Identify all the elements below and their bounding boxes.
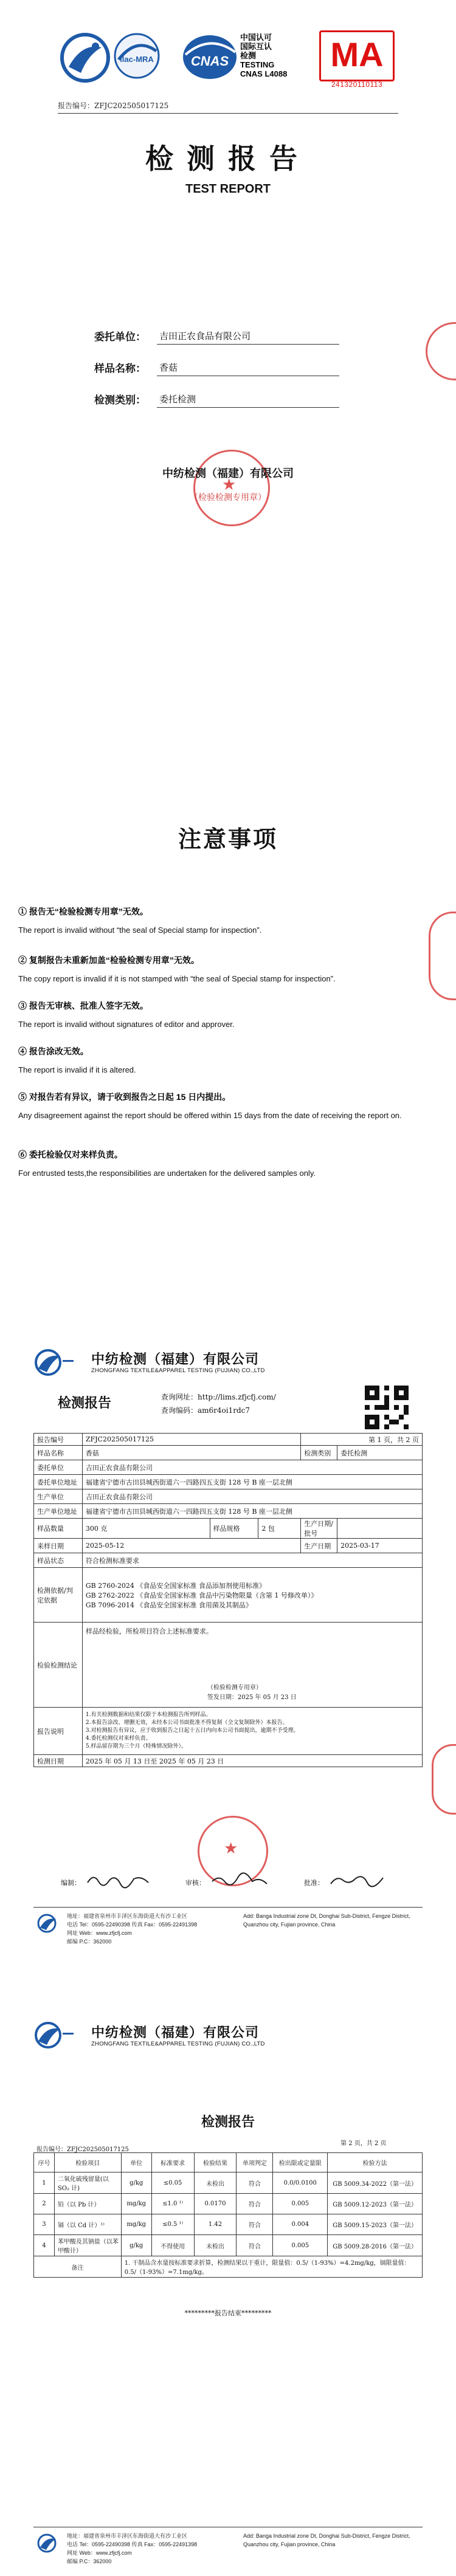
official-seal: [193, 450, 270, 526]
cell: 0.0/0.0100: [273, 2172, 328, 2194]
conclusion-text: 样品经检验，所检项目符合上述标准要求。: [85, 1627, 213, 1635]
column-header: 检验方法: [328, 2153, 423, 2172]
seal-star-icon: ★: [222, 476, 237, 494]
cell-label: 检测日期: [34, 1755, 83, 1767]
cell: 1.42: [194, 2214, 237, 2235]
notice-item: [18, 905, 420, 937]
footer-zip: 邮编 P.C：362000: [67, 2558, 112, 2564]
cell-value: 香菇: [82, 1446, 300, 1460]
cell-value: 2 包: [258, 1519, 301, 1539]
cell-value: 2025-05-12: [82, 1539, 300, 1553]
client-label: 委托单位：: [94, 331, 146, 343]
sample-value: 香菇: [159, 362, 178, 373]
seal-star-icon: ★: [224, 1839, 238, 1858]
table-row: [34, 1475, 423, 1489]
note-label: 备注: [34, 2256, 122, 2278]
table-row: [34, 1623, 423, 1708]
cell: ≤0.05: [151, 2172, 194, 2194]
cell-value: 300 克: [82, 1519, 210, 1539]
footer-address-en: Add: Banga Industrial zone Dt, Donghai Sub-District, Fengze District, Quanzhou city, Fujian province, China: [243, 1913, 410, 1928]
cell-value: 福建省宁德市古田县城西街道六一四路四五支街 128 号 B 座一层北侧: [82, 1504, 422, 1519]
cell: GB 5009.12-2023（第一法）: [328, 2194, 423, 2214]
column-header: 标准要求: [151, 2153, 194, 2172]
divider: [58, 113, 398, 114]
sign-reviewer-label: 审核：: [185, 1879, 206, 1887]
cell-value: 吉田正农食品有限公司: [82, 1460, 422, 1475]
notice-item: [18, 1149, 420, 1180]
notice-item-cn: ③ 报告无审核、批准人签字无效。: [18, 1001, 148, 1011]
method-item: GB 7096-2014 《食品安全国家标准 食用菌及其制品》: [85, 1601, 252, 1609]
cell-page: 第 1 页，共 2 页: [301, 1434, 423, 1446]
table-row: [34, 1568, 423, 1623]
table-header-row: [34, 2153, 423, 2172]
cell: ≤0.5 ¹⁾: [151, 2214, 194, 2235]
footer-zip: 邮编 P.C：362000: [67, 1939, 112, 1945]
client-value: 吉田正农食品有限公司: [159, 331, 251, 342]
table-row: [34, 2214, 423, 2235]
issuer-name: 中纺检测（福建）有限公司: [162, 467, 294, 480]
footer-contact: [67, 1912, 231, 1946]
cnas-logo-icon: [179, 30, 240, 85]
cover-report-no: [58, 100, 168, 111]
detail-title: 检测报告: [201, 2114, 255, 2130]
category-label: 检测类别：: [94, 394, 146, 407]
cell: GB 5009.15-2023（第一法）: [328, 2214, 423, 2235]
notice-item-cn: ② 复制报告未重新加盖“检验检测专用章”无效。: [18, 955, 199, 965]
cell: 未检出: [194, 2172, 237, 2194]
underline: [157, 407, 339, 408]
conclusion-cell: [82, 1623, 422, 1708]
company-name-en: ZHONGFANG TEXTILE&APPAREL TESTING (FUJIAN) CO.,LTD: [91, 1367, 265, 1374]
footer-web: 网址 Web：www.zfjcfj.com: [67, 2550, 132, 2556]
table-row: [34, 1489, 423, 1504]
sign-approver-label: 批准：: [304, 1879, 324, 1887]
notice-page: [0, 656, 456, 1325]
cell: mg/kg: [121, 2214, 151, 2235]
summary-title: 检测报告: [58, 1395, 112, 1411]
method-item: GB 2762-2022 《食品安全国家标准 食品中污染物限量（含第 1 号修改单）》: [85, 1591, 318, 1599]
notice-item-cn: ⑥ 委托检验仅对来样负责。: [18, 1150, 123, 1159]
cell-label: 检测依据/判定依据: [34, 1568, 83, 1623]
zfjc-logo-icon: [58, 30, 112, 85]
cell: mg/kg: [121, 2194, 151, 2214]
footer-contact: [67, 2532, 231, 2566]
cell-value: 2025-03-17: [337, 1539, 423, 1553]
cell-value: 2025 年 05 月 13 日至 2025 年 05 月 23 日: [82, 1755, 422, 1767]
results-table: [33, 2152, 423, 2278]
method-list: [82, 1568, 422, 1623]
remark-item: 1.有关检测数据和结果仅限于本检测报告所列样品。: [85, 1712, 212, 1718]
cell: 符合: [237, 2172, 273, 2194]
cnas-line: TESTING: [240, 60, 275, 69]
summary-table: [33, 1433, 423, 1767]
cnas-line: 中国认可: [240, 33, 272, 42]
company-name: 中纺检测（福建）有限公司: [91, 2025, 260, 2040]
cell: 未检出: [194, 2235, 237, 2256]
cnas-line: 检测: [240, 51, 257, 60]
notice-item-en: Any disagreement against the report should be offered within 15 days from the date of receiving the report on.: [18, 1111, 402, 1120]
cell-value: 吉田正农食品有限公司: [82, 1489, 422, 1504]
reviewer-signature-icon: [210, 1870, 271, 1890]
remark-item: 2.本报告涂改、增删无效，未经本公司书面批准不得复制（全文复制除外）本报告。: [85, 1720, 288, 1726]
remarks-cell: [82, 1708, 422, 1755]
notice-item-en: The report is invalid if it is altered.: [18, 1065, 136, 1074]
cell: 符合: [237, 2194, 273, 2214]
cell-label: 生产单位: [34, 1489, 83, 1504]
detail-page: [0, 1993, 456, 2576]
cell-label: 报告编号: [34, 1434, 83, 1446]
cma-number: 241320110113: [331, 80, 383, 89]
table-row: [34, 1504, 423, 1519]
cell-label: 生产日期: [301, 1539, 337, 1553]
query-url-value[interactable]: http://lims.zfjcfj.com/: [198, 1393, 276, 1401]
table-row: [34, 2256, 423, 2278]
query-code: [161, 1405, 250, 1415]
seal-caption: （检验检测专用章）: [207, 1685, 262, 1691]
cell: 0.005: [273, 2235, 328, 2256]
table-row: [34, 2194, 423, 2214]
remark-item: 3.对检测报告有异议，应于收到报告之日起十五日内向本公司书面提出，逾期不予受理。: [85, 1728, 299, 1734]
cell: 符合: [237, 2214, 273, 2235]
footer-web: 网址 Web：www.zfjcfj.com: [67, 1930, 132, 1936]
column-header: 序号: [34, 2153, 55, 2172]
edge-seal: [429, 912, 456, 1000]
query-code-value: am6r4oi1rdc7: [198, 1406, 250, 1415]
table-row: [34, 1755, 423, 1767]
cell-label: 检测类别: [301, 1446, 337, 1460]
remark-item: 4.委托检测仅对来样负责。: [85, 1736, 151, 1742]
cell: 0.0170: [194, 2194, 237, 2214]
table-row: [34, 1553, 423, 1568]
cell: 符合: [237, 2235, 273, 2256]
category-value: 委托检测: [159, 394, 196, 405]
cnas-line: 国际互认: [240, 42, 272, 51]
note-text: 1. 干制品含水量按标准要求折算，检测结果以干重计，限量值：0.5/（1-93%）=4.2mg/kg，镉限量值：0.5/（1-93%）=7.1mg/kg。: [121, 2256, 422, 2278]
sign-date: 签发日期：2025 年 05 月 23 日: [207, 1694, 297, 1701]
column-header: 检验项目: [54, 2153, 121, 2172]
cnas-logo: [179, 30, 313, 91]
footer-tel: 电话 Tel：0595-22490398 传真 Fax：0595-22491398: [67, 1922, 198, 1928]
table-row: [34, 1460, 423, 1475]
notice-item-en: The report is invalid without “the seal of Special stamp for inspection”.: [18, 926, 262, 935]
query-code-label: 查询编码：: [161, 1406, 198, 1415]
cell-label: 样品状态: [34, 1553, 83, 1568]
table-row: [34, 1708, 423, 1755]
notice-item: [18, 1045, 420, 1077]
notice-item-en: For entrusted tests,the responsibilities are undertaken for the delivered samples only.: [18, 1169, 316, 1178]
notice-item: [18, 1091, 420, 1122]
cell-label: 样品数量: [34, 1519, 83, 1539]
approver-signature-icon: [328, 1870, 389, 1890]
cell-value: 福建省宁德市古田县城西街道六一四路四五支街 128 号 B 座一层北侧: [82, 1475, 422, 1489]
cell: g/kg: [121, 2172, 151, 2194]
notice-title: 注意事项: [178, 825, 278, 853]
report-title-en: TEST REPORT: [185, 182, 271, 196]
cell: GB 5009.28-2016（第一法）: [328, 2235, 423, 2256]
sign-editor-label: 编制：: [61, 1879, 81, 1887]
notice-item-en: The copy report is invalid if it is not stamped with “the seal of Special stamp for inspection”.: [18, 974, 336, 983]
footer-tel: 电话 Tel：0595-22490398 传真 Fax：0595-22491398: [67, 2541, 198, 2547]
cell: 0.005: [273, 2194, 328, 2214]
cell-label: 样品名称: [34, 1446, 83, 1460]
table-row: [34, 2235, 423, 2256]
column-header: 单项判定: [237, 2153, 273, 2172]
notice-item: [18, 954, 420, 986]
cell: 1: [34, 2172, 55, 2194]
cell: 铅（以 Pb 计）: [54, 2194, 121, 2214]
cell-value: [337, 1519, 423, 1539]
cell: 二氧化硫残留量(以 SO₂ 计): [54, 2172, 121, 2194]
cell-value: ZFJC202505017125: [82, 1434, 300, 1446]
report-no-label: 报告编号：: [58, 101, 95, 110]
qr-code-icon: [365, 1386, 409, 1429]
method-item: GB 2760-2024 《食品安全国家标准 食品添加剂使用标准》: [85, 1581, 266, 1590]
query-url-label: 查询网址：: [161, 1393, 198, 1401]
footer-logo-icon: [36, 1913, 63, 1934]
cell-label: 检验检测结论: [34, 1623, 83, 1708]
table-row: [34, 2172, 423, 2194]
cell: 0.004: [273, 2214, 328, 2235]
svg-text:CNAS: CNAS: [190, 53, 229, 69]
notice-item-cn: ④ 报告涂改无效。: [18, 1046, 89, 1056]
report-end: *********报告结束*********: [184, 2309, 272, 2317]
cell: g/kg: [121, 2235, 151, 2256]
cnas-line: CNAS L4088: [240, 69, 288, 78]
ilac-mra-logo-icon: [106, 30, 167, 85]
cell-label: 委托单位地址: [34, 1475, 83, 1489]
company-name: 中纺检测（福建）有限公司: [91, 1352, 260, 1367]
notice-item: [18, 1000, 420, 1031]
cell: 不得使用: [151, 2235, 194, 2256]
cell-label: 来样日期: [34, 1539, 83, 1553]
summary-page: [0, 1325, 456, 1993]
cell: 2: [34, 2194, 55, 2214]
cma-logo: [319, 30, 398, 91]
company-logo-icon: [33, 2021, 76, 2050]
issuer-seal-text: （检验检测专用章）: [190, 493, 266, 503]
report-no-value: ZFJC202505017125: [67, 2146, 129, 2153]
footer-divider: [33, 1907, 423, 1908]
footer-logo-icon: [36, 2533, 63, 2554]
detail-report-no: [36, 2144, 129, 2153]
table-row: [34, 1434, 423, 1446]
notice-item-en: The report is invalid without signatures of editor and approver.: [18, 1020, 235, 1029]
company-name-en: ZHONGFANG TEXTILE&APPAREL TESTING (FUJIAN) CO.,LTD: [91, 2041, 265, 2047]
cell-value: 委托检测: [337, 1446, 423, 1460]
cell-value: 符合检测标准要求: [82, 1553, 422, 1568]
accreditation-logos: [58, 30, 398, 97]
column-header: 单位: [121, 2153, 151, 2172]
cell-label: 委托单位: [34, 1460, 83, 1475]
query-url: [161, 1392, 276, 1402]
column-header: 检出限或定量限: [273, 2153, 328, 2172]
report-no-label: 报告编号：: [36, 2146, 67, 2153]
cell-label: 生产单位地址: [34, 1504, 83, 1519]
cell: 3: [34, 2214, 55, 2235]
cell: 苯甲酸及其钠盐（以苯甲酸计）: [54, 2235, 121, 2256]
table-row: [34, 1539, 423, 1553]
cover-page: [0, 0, 456, 656]
column-header: 检验结果: [194, 2153, 237, 2172]
cell: GB 5009.34-2022（第一法）: [328, 2172, 423, 2194]
cell-label: 样品规格: [210, 1519, 258, 1539]
report-no-value: ZFJC202505017125: [94, 101, 169, 110]
remark-item: 5.样品留存期为三个月（特殊情况除外）。: [85, 1743, 187, 1750]
table-row: [34, 1519, 423, 1539]
company-logo-icon: [33, 1348, 76, 1377]
sample-label: 样品名称：: [94, 363, 146, 375]
cell-label: 报告说明: [34, 1708, 83, 1755]
cma-mark: MA: [319, 30, 395, 81]
footer-address-en: Add: Banga Industrial zone Dt, Donghai Sub-District, Fengze District, Quanzhou city, Fujian province, China: [243, 2533, 410, 2547]
detail-page-label: 第 2 页，共 2 页: [340, 2140, 387, 2147]
cell: 镉（以 Cd 计）¹⁾: [54, 2214, 121, 2235]
report-title: 检测报告: [145, 142, 311, 175]
svg-text:ilac-MRA: ilac-MRA: [120, 55, 154, 64]
cell-label: 生产日期/批号: [301, 1519, 337, 1539]
cell: 4: [34, 2235, 55, 2256]
notice-item-cn: ⑤ 对报告若有异议，请于收到报告之日起 15 日内提出。: [18, 1092, 231, 1102]
notice-item-cn: ① 报告无“检验检测专用章”无效。: [18, 907, 148, 916]
cell: ≤1.0 ¹⁾: [151, 2194, 194, 2214]
edge-seal: [426, 322, 456, 380]
footer-address: 地址：福建省泉州市丰泽区东海街道大有沙工业区: [67, 1913, 188, 1919]
underline: [157, 344, 339, 345]
edge-seal: [432, 1744, 456, 1815]
editor-signature-icon: [85, 1870, 152, 1890]
table-row: [34, 1446, 423, 1460]
cnas-text: [240, 33, 287, 78]
footer-address: 地址：福建省泉州市丰泽区东海街道大有沙工业区: [67, 2533, 188, 2539]
